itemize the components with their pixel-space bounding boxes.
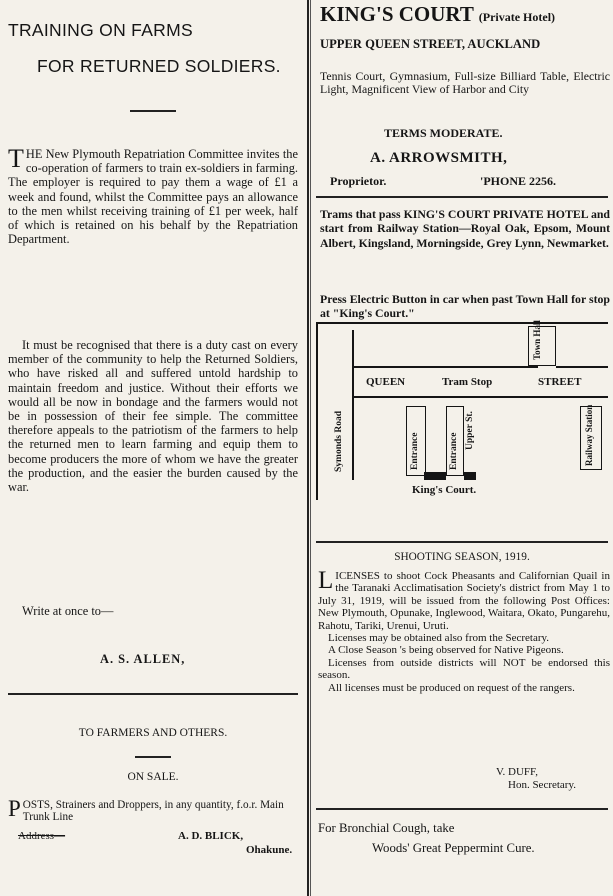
cough-ad-line1: For Bronchial Cough, take [318,821,455,835]
map-label-kings-court: King's Court. [412,484,477,496]
hotel-owner: A. ARROWSMITH, [370,150,508,166]
farmers-ad-heading: TO FARMERS AND OTHERS. [78,727,228,739]
map-label-tram-stop: Tram Stop [442,376,493,388]
article-paragraph-1: THE New Plymouth Repatriation Committee invites the co-operation of farmers to train ex-soldiers in farming. The employer is required to pay them a wage of £1 a week and found, whilst the Committee pays an allowance to the men whilst receiving training of £1 per week, half of which is retained on his behalf by the Repatriation Department. [8,144,298,247]
article-signature: A. S. ALLEN, [100,652,186,666]
article-paragraph-2: It must be recognised that there is a duty cast on every member of the community to help the Returned Soldiers, who have risked all and suffered untold hardship to maintain freedom and justice. Without their efforts we would all be now in bondage and the farmers would not be in possession of their fee simple. The committee therefore appeals to the patriotism of the farmers to help the returned men to learn farming and equip them to become producers the more of whom we have the greater the production, and the easier the burden caused by the war. [8,338,298,495]
shooting-signer: V. DUFF, [496,766,539,778]
shooting-body [318,567,610,694]
shooting-drop-cap: L [318,567,334,594]
shooting-paragraph-4: Licenses from outside districts will NOT be endorsed this season. [318,656,610,682]
hotel-instruction: Press Electric Button in car when past Town Hall for stop at "King's Court." [320,292,610,321]
map-label-queen: QUEEN [366,376,406,388]
map-label-symonds-road: Symonds Road [334,411,344,472]
article-closing: Write at once to— [22,604,114,618]
map-label-entrance-2: Entrance [449,432,459,470]
map-queen-lower-edge [354,396,608,398]
hotel-rule [316,196,608,198]
farmers-ad-drop-cap: P [8,796,21,821]
hotel-phone: 'PHONE 2256. [480,174,557,188]
map-border-left [316,322,318,500]
map-label-upper-st: Upper St. [465,411,475,450]
section-rule [8,693,298,695]
farmers-ad-seller: A. D. BLICK, [178,830,244,842]
shooting-paragraph-1: LICENSES to shoot Cock Pheasants and Californian Quail in the Taranaki Acclimatisation Society's district from May 1 to July 31, 1919, will be issued from the following Post Offices: New Plymouth, Opunake, Inglewood, Waitara, Okato, Pungarehu, Rahotu, Tariki, Urenui, Uruti. [318,567,610,632]
cough-ad-line2: Woods' Great Peppermint Cure. [372,841,535,855]
map-label-railway-station: Railway Station [584,404,594,466]
shooting-paragraph-3: A Close Season 's being observed for Native Pigeons. [328,644,564,657]
hotel-terms: TERMS MODERATE. [384,126,503,140]
headline-line2: FOR RETURNED SOLDIERS. [37,56,281,76]
shooting-paragraph-5: All licenses must be produced on request of the rangers. [328,681,575,694]
hotel-title-suffix: (Private Hotel) [478,10,556,24]
map-label-street: STREET [538,376,582,388]
headline-rule [130,110,176,112]
column-rule-thin [310,0,311,896]
hotel-amenities: Tennis Court, Gymnasium, Full-size Billiard Table, Electric Light, Magnificent View of Harbor and City [320,69,610,96]
headline-line1: TRAINING ON FARMS [8,20,193,40]
map-queen-upper-edge-right [556,366,608,368]
column-rule [307,0,309,896]
shooting-paragraph-2: Licenses may be obtained also from the Secretary. [328,632,550,645]
left-column [0,0,306,896]
map-border-top [316,322,608,324]
cough-rule [316,808,608,810]
farmers-ad-rule [135,756,171,758]
map-court-building [424,472,446,480]
street-map [316,322,608,500]
map-court-building-2 [464,472,476,480]
map-road-left-edge [352,330,354,480]
map-label-town-hall: Town Hall [532,320,542,360]
article-drop-cap: T [8,144,24,173]
shooting-signer-title: Hon. Secretary. [508,779,577,791]
hotel-title: KING'S COURT (Private Hotel) [320,2,556,26]
hotel-proprietor-label: Proprietor. [330,174,387,188]
right-column [312,0,613,896]
farmers-ad-place: Ohakune. [246,844,293,856]
map-queen-upper-edge [354,366,538,368]
shooting-rule [316,541,608,543]
shooting-heading: SHOOTING SEASON, 1919. [394,551,530,563]
hotel-trams: Trams that pass KING'S COURT PRIVATE HOTEL and start from Railway Station—Royal Oak, Epsom, Mount Albert, Kingsland, Morningside, Grey Lynn, Newmarket. [320,207,610,250]
map-label-entrance-1: Entrance [410,432,420,470]
farmers-ad-body: POSTS, Strainers and Droppers, in any quantity, f.o.r. Main Trunk Line [8,796,284,824]
hotel-address: UPPER QUEEN STREET, AUCKLAND [320,37,541,51]
farmers-ad-subheading: ON SALE. [127,771,179,783]
farmers-ad-address-label: Address— [18,830,66,842]
